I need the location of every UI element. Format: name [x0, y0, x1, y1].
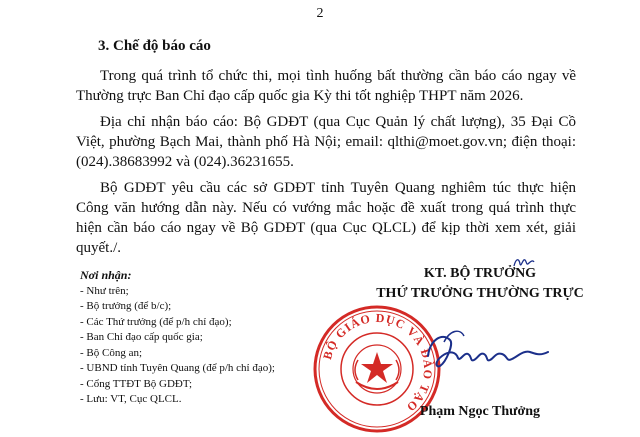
- initials-mark-icon: [512, 254, 536, 270]
- signature-icon: [420, 322, 560, 382]
- recipient-item: - Lưu: VT, Cục QLCL.: [80, 393, 182, 405]
- recipient-item: - Ban Chỉ đạo cấp quốc gia;: [80, 331, 203, 343]
- recipients-block: [80, 268, 340, 408]
- recipient-item: - Các Thứ trưởng (để p/h chỉ đạo);: [80, 315, 232, 328]
- recipients-title: Nơi nhận:: [80, 268, 132, 282]
- signer-name: Phạm Ngọc Thưởng: [419, 404, 541, 419]
- page-number: 2: [316, 6, 324, 21]
- signer-title-line2: THỨ TRƯỞNG THƯỜNG TRỰC: [376, 286, 584, 301]
- recipient-item: - Bộ Công an;: [80, 346, 143, 359]
- recipients-list: [80, 284, 340, 408]
- recipient-item: - Cổng TTĐT Bộ GDĐT;: [80, 377, 193, 390]
- section-title: 3. Chế độ báo cáo: [98, 38, 211, 54]
- recipient-item: - Bộ trưởng (để b/c);: [80, 300, 172, 312]
- signer-title-line1: KT. BỘ TRƯỞNG: [423, 266, 537, 281]
- recipient-item: - UBND tỉnh Tuyên Quang (để p/h chỉ đạo);: [80, 362, 275, 374]
- recipient-item: - Như trên;: [80, 284, 129, 297]
- seal-text: BỘ GIÁO DỤC VÀ ĐÀO TẠO: [320, 310, 436, 415]
- paragraph-address: Địa chỉ nhận báo cáo: Bộ GDĐT (qua Cục Quản lý chất lượng), 35 Đại Cồ Việt, phường Bạch Mai, thành phố Hà Nội; email: qlthi@moet.gov.vn; điện thoại: (024).38683992 và (024).36231655.: [76, 114, 576, 170]
- paragraph-reporting: Trong quá trình tổ chức thi, mọi tình huống bất thường cần báo cáo ngay về Thường trực Ban Chỉ đạo cấp quốc gia Kỳ thi tốt nghiệp THPT năm 2026.: [76, 68, 576, 104]
- paragraph-request: Bộ GDĐT yêu cầu các sở GDĐT tỉnh Tuyên Quang nghiêm túc thực hiện Công văn hướng dẫn này. Nếu có vướng mắc hoặc đề xuất trong quá trình thực hiện cần báo cáo ngay về Bộ GDĐT (qua Cục QLCL) để kịp thời xem xét, giải quyết./.: [76, 180, 576, 256]
